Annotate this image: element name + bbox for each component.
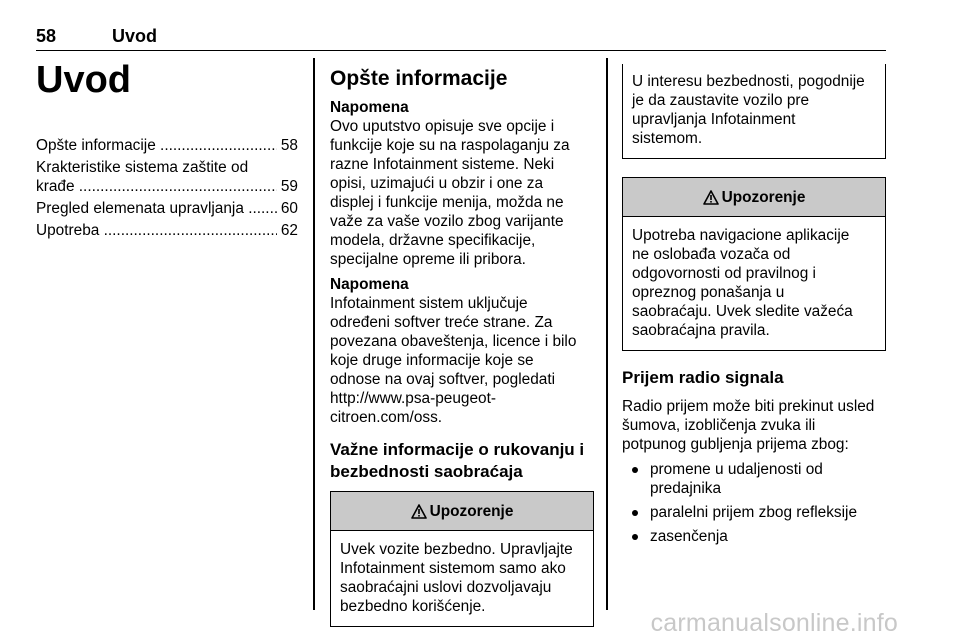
toc-entry[interactable] xyxy=(36,199,298,218)
bullet-dot xyxy=(632,534,638,540)
list-item xyxy=(622,503,886,522)
list-item-text: zasenčenja xyxy=(650,528,728,545)
page-number: 58 xyxy=(36,26,57,46)
toc-entry-label: Pregled elemenata upravljanja ..... xyxy=(36,199,277,218)
warning-box-header xyxy=(623,178,885,217)
page-header xyxy=(36,26,886,51)
warning-triangle-icon xyxy=(411,504,427,519)
warning-box-header xyxy=(331,492,593,531)
list-item xyxy=(622,527,886,546)
warning-box xyxy=(622,177,886,351)
info-box xyxy=(622,64,886,159)
bullet-dot xyxy=(632,510,638,516)
toc-column xyxy=(36,58,298,243)
column-divider-2 xyxy=(606,58,608,610)
warning-title: Upozorenje xyxy=(721,188,806,206)
list-item xyxy=(622,460,886,498)
list-item-text: paralelni prijem zbog refleksije xyxy=(650,504,858,521)
toc-entry-page: 60 xyxy=(280,200,298,217)
note-label: Napomena xyxy=(330,276,409,293)
warning-triangle-icon xyxy=(703,190,719,205)
toc-entry[interactable] xyxy=(36,158,298,196)
section-title: Opšte informacije xyxy=(330,67,508,90)
note-label: Napomena xyxy=(330,99,409,116)
watermark: carmanualsonline.info xyxy=(650,609,898,637)
toc-entry-page: 59 xyxy=(280,178,298,195)
bullet-dot xyxy=(632,467,638,473)
chapter-title: Uvod xyxy=(36,59,131,101)
bullet-list xyxy=(622,460,886,546)
content-column-3 xyxy=(622,64,886,551)
warning-box xyxy=(330,491,594,627)
toc-entry-label-line1: Krakteristike sistema zaštite od xyxy=(36,159,249,176)
content-column-2 xyxy=(330,66,594,627)
warning-text: Upotreba navigacione aplikacije ne oslobađa vozača od odgovornosti od pravilnog i opreznog ponašanja u saobraćaju. Uvek sledite važeća saobraćajna pravila. xyxy=(632,227,853,339)
note-text: Ovo uputstvo opisuje sve opcije i funkcije koje su na raspolaganju za razne Infotainment sisteme. Neki opisi, uzimajući u obzir i one za displej i funkcije menija, možda ne važe za vaše vozilo zbog varijante modela, državne specifikacije, specijalne opreme ili pribora. xyxy=(330,118,570,268)
running-header-title: Uvod xyxy=(112,26,157,46)
toc-entry[interactable] xyxy=(36,221,298,240)
column-divider-1 xyxy=(313,58,315,610)
note-text: Infotainment sistem uključuje određeni softver treće strane. Za povezana obaveštenja, licence i bilo koje druge informacije koje se odnose na ovaj softver, pogledati http://www.psa-peugeot- citroen.com/oss. xyxy=(330,295,577,426)
toc-entry-page: 62 xyxy=(280,222,298,239)
paragraph: Radio prijem može biti prekinut usled šumova, izobličenja zvuka ili potpunog gubljenja prijema zbog: xyxy=(622,398,875,453)
toc-entry-label: krađe ..... xyxy=(36,177,277,196)
list-item-text: promene u udaljenosti od predajnika xyxy=(650,461,823,497)
warning-text: Uvek vozite bezbedno. Upravljajte Infotainment sistemom samo ako saobraćajni uslovi dozvoljavaju bezbedno korišćenje. xyxy=(340,541,573,615)
toc-entry[interactable] xyxy=(36,136,298,155)
subsection-title: Prijem radio signala xyxy=(622,368,784,387)
toc-entry-label: Upotreba ..... xyxy=(36,221,277,240)
subsection-title: Važne informacije o rukovanju i bezbednosti saobraćaja xyxy=(330,440,585,481)
warning-title: Upozorenje xyxy=(429,502,514,520)
info-box-text: U interesu bezbednosti, pogodnije je da zaustavite vozilo pre upravljanja Infotainment sistemom. xyxy=(632,73,865,147)
toc-entry-page: 58 xyxy=(280,137,298,154)
toc-entry-label: Opšte informacije ..... xyxy=(36,136,277,155)
